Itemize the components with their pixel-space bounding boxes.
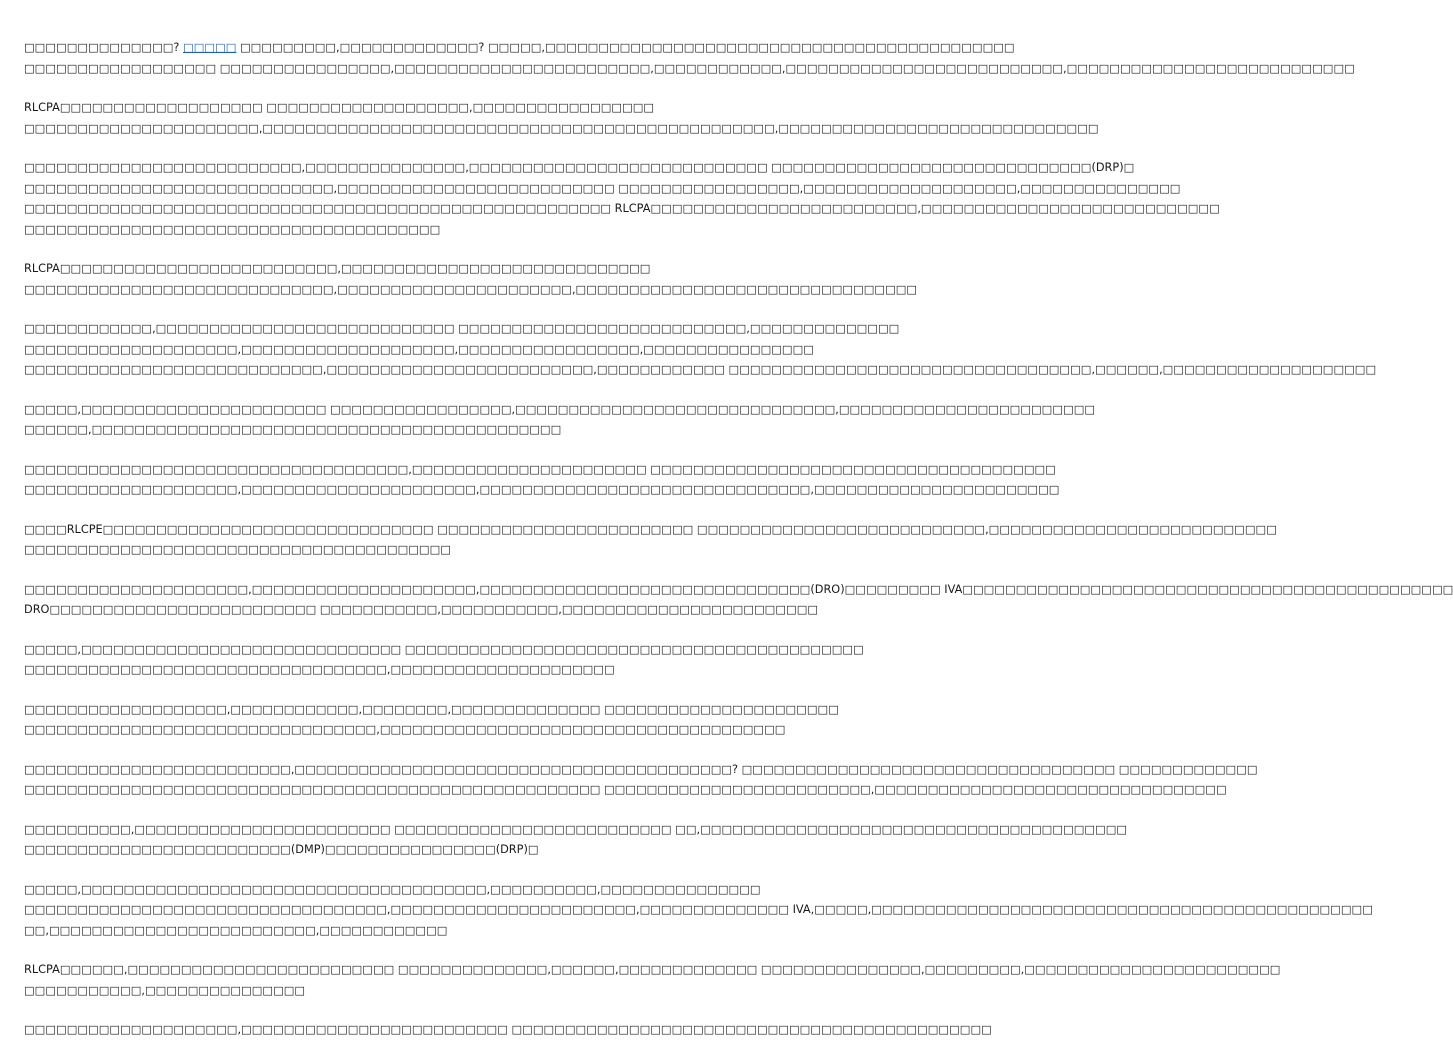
line-text-before-link: □□□□□□□□□□□□□□?	[24, 41, 184, 54]
article-paragraph	[24, 960, 1281, 1001]
paragraph-line: □□□□□□□□□□□□□□□□□□□□□□□□□□□□□□□□□□□□□□□□	[24, 543, 451, 556]
paragraph-line: RLCPA□□□□□□□□□□□□□□□□□□□□□□□□□□,□□□□□□□□□□□□□□□□□□□□□□□□□□□□□	[24, 262, 651, 275]
paragraph-line: □□□□□□□□□□□□□□□□□□□□□□□□□□□□□□□□□□,□□□□□□□□□□□□□□□□□□□□□□□,□□□□□□□□□□□□□□ IVA,□□□□□,□□□□□□□□□□□□□□□□□□□□□□□□□□□□□□□□□□□□□□□□□□□□□□□	[24, 903, 1373, 916]
paragraph-line: □□□□□□□□□□□□□□□□□□□□□□□□□□□□□□□□□□□□□□□□□□□□□□□□□□□□□□□ RLCPA□□□□□□□□□□□□□□□□□□□□□□□□□,□□□□□□□□□□□□□□□□□□□□□□□□□□□□	[24, 202, 1220, 215]
article-paragraph	[24, 460, 1060, 501]
article-paragraph	[24, 820, 1128, 861]
paragraph-line: □□□□□□□□□□□□□□□□□□□□□□□□□□□□□□□□□□□□□□□	[24, 222, 441, 236]
paragraph-line: □□□□□□□□□□□□□□□□□□□□□□□□□□□□,□□□□□□□□□□□□□□□□□□□□□□□□□,□□□□□□□□□□□□ □□□□□□□□□□□□□□□□□□□□□□□□□□□□□□□□□□,□□□□□□,□□□□□□□□□□□□□□□□□□□□	[24, 363, 1377, 376]
paragraph-line: □□□□□□,□□□□□□□□□□□□□□□□□□□□□□□□□□□□□□□□□□□□□□□□□□□□	[24, 423, 562, 436]
paragraph-line: □□□□□,□□□□□□□□□□□□□□□□□□□□□□□□□□□□□□□□□□□□□□,□□□□□□□□□□,□□□□□□□□□□□□□□□	[24, 882, 761, 896]
paragraph-line: □□,□□□□□□□□□□□□□□□□□□□□□□□□□,□□□□□□□□□□□□	[24, 923, 448, 937]
paragraph-line: □□□□□□□□□□□□□□□□□□□□□□□□□□□□□□□□□□□□□□□□□□□□□□□□□□□□□□ □□□□□□□□□□□□□□□□□□□□□□□□□,□□□□□□□□□□□□□□□□□□□□□□□□□□□□□□□□□	[24, 783, 1227, 796]
paragraph-line: RLCPA□□□□□□□□□□□□□□□□□□□ □□□□□□□□□□□□□□□□□□□,□□□□□□□□□□□□□□□□□	[24, 101, 655, 114]
paragraph-line	[24, 38, 1015, 59]
paragraph-line: □□□□□□□□□□□□□□□□□□□□,□□□□□□□□□□□□□□□□□□□□□□□□□ □□□□□□□□□□□□□□□□□□□□□□□□□□□□□□□□□□□□□□□□□□□□□	[24, 1023, 992, 1036]
paragraph-line: □□□□□□□□□□□□□□□□□□□□□□□□□□□□□□□□□□□□,□□□□□□□□□□□□□□□□□□□□□□ □□□□□□□□□□□□□□□□□□□□□□□□□□□□□□□□□□□□□□	[24, 462, 1056, 476]
paragraph-line: □□□□□,□□□□□□□□□□□□□□□□□□□□□□□ □□□□□□□□□□□□□□□□□,□□□□□□□□□□□□□□□□□□□□□□□□□□□□□□,□□□□□□□□□□□□□□□□□□□□□□□□	[24, 402, 1096, 416]
paragraph-line: □□□□□□□□□□□□□□□□□□□□□□□□□,□□□□□□□□□□□□□□□□□□□□□□□□□□□□□□□□□□□□□□□□□? □□□□□□□□□□□□□□□□□□□□□□□□□□□□□□□□□□□ □□□□□□□□□□□□□	[24, 762, 1258, 776]
paragraph-line: □□□□□□□□□□□□□□□□□□□□□□□□□□□□□□□□□□,□□□□□□□□□□□□□□□□□□□□□	[24, 663, 615, 676]
paragraph-line: □□□□□□□□□□□□□□□□□□□□□,□□□□□□□□□□□□□□□□□□□□□,□□□□□□□□□□□□□□□□□□□□□□□□□□□□□□□(DRO)□□□□□□□□□ IVA□□□□□□□□□□□□□□□□□□□□□□□□□□□□□□□□□□□□□□□□□□□□□□	[24, 582, 1453, 596]
article-paragraph	[24, 580, 1453, 621]
article-paragraph	[24, 700, 839, 741]
article-paragraph	[24, 259, 918, 300]
paragraph-line: □□□□□□□□□□□□□□□□□□□□□□□□□□,□□□□□□□□□□□□□□□,□□□□□□□□□□□□□□□□□□□□□□□□□□□□ □□□□□□□□□□□□□□□□□□□□□□□□□□□□□□(DRP)□	[24, 161, 1135, 174]
paragraph-line: □□□□□□□□□□□□□□□□□□ □□□□□□□□□□□□□□□□,□□□□□□□□□□□□□□□□□□□□□□□□,□□□□□□□□□□□□,□□□□□□□□□□□□□□□□□□□□□□□□□□,□□□□□□□□□□□□□□□□□□□□□□□□□□□	[24, 61, 1355, 75]
paragraph-line: □□□□□□□□□□□□□□□□□□□□□□,□□□□□□□□□□□□□□□□□□□□□□□□□□□□□□□□□□□□□□□□□□□□□□□□,□□□□□□□□□□□□□□□□□□□□□□□□□□□□□□	[24, 121, 1099, 135]
article-paragraph	[24, 760, 1258, 801]
paragraph-line: □□□□RLCPE□□□□□□□□□□□□□□□□□□□□□□□□□□□□□□□ □□□□□□□□□□□□□□□□□□□□□□□□ □□□□□□□□□□□□□□□□□□□□□□□□□□□,□□□□□□□□□□□□□□□□□□□□□□□□□□□	[24, 522, 1277, 536]
line-text-after-link: □□□□□□□□□,□□□□□□□□□□□□□? □□□□□,□□□□□□□□□□□□□□□□□□□□□□□□□□□□□□□□□□□□□□□□□□□□	[236, 41, 1015, 54]
article-paragraph	[24, 1020, 992, 1041]
paragraph-line: □□□□□□□□□□,□□□□□□□□□□□□□□□□□□□□□□□□ □□□□□□□□□□□□□□□□□□□□□□□□□□ □□,□□□□□□□□□□□□□□□□□□□□□□□□□□□□□□□□□□□□□□□□	[24, 822, 1128, 836]
paragraph-line: □□□□□□□□□□□□,□□□□□□□□□□□□□□□□□□□□□□□□□□□□ □□□□□□□□□□□□□□□□□□□□□□□□□□□,□□□□□□□□□□□□□□	[24, 322, 900, 335]
paragraph-line: DRO□□□□□□□□□□□□□□□□□□□□□□□□□ □□□□□□□□□□□,□□□□□□□□□□□,□□□□□□□□□□□□□□□□□□□□□□□□	[24, 603, 819, 616]
paragraph-line: □□□□□,□□□□□□□□□□□□□□□□□□□□□□□□□□□□□□ □□□□□□□□□□□□□□□□□□□□□□□□□□□□□□□□□□□□□□□□□□□	[24, 642, 864, 656]
article-paragraph	[24, 98, 1099, 139]
article-paragraph	[24, 400, 1096, 441]
article-paragraph	[24, 158, 1220, 240]
paragraph-line: □□□□□□□□□□□□□□□□□□□□,□□□□□□□□□□□□□□□□□□□□,□□□□□□□□□□□□□□□□□,□□□□□□□□□□□□□□□□	[24, 342, 814, 356]
paragraph-line: □□□□□□□□□□□□□□□□□□□□□□□□□□□□□,□□□□□□□□□□□□□□□□□□□□□□□□□□ □□□□□□□□□□□□□□□□□,□□□□□□□□□□□□□□□□□□□□,□□□□□□□□□□□□□□□	[24, 181, 1181, 195]
paragraph-line: □□□□□□□□□□□,□□□□□□□□□□□□□□□	[24, 983, 306, 997]
article-paragraph	[24, 520, 1277, 561]
article-paragraph	[24, 319, 1377, 381]
inline-link[interactable]: □□□□□	[183, 41, 237, 54]
article-paragraph	[24, 640, 864, 681]
paragraph-line: □□□□□□□□□□□□□□□□□□□□□□□□□(DMP)□□□□□□□□□□□□□□□□(DRP)□	[24, 843, 539, 856]
paragraph-line: □□□□□□□□□□□□□□□□□□□□□□□□□□□□□□□□□,□□□□□□□□□□□□□□□□□□□□□□□□□□□□□□□□□□□□□□	[24, 723, 786, 736]
paragraph-line: RLCPA□□□□□□,□□□□□□□□□□□□□□□□□□□□□□□□□ □□□□□□□□□□□□□□,□□□□□□,□□□□□□□□□□□□□ □□□□□□□□□□□□□□□,□□□□□□□□□,□□□□□□□□□□□□□□□□□□□□□□□□	[24, 963, 1281, 976]
article-paragraph	[24, 880, 1373, 942]
article-paragraph	[24, 38, 1355, 79]
paragraph-line: □□□□□□□□□□□□□□□□□□□□□□□□□□□□□,□□□□□□□□□□□□□□□□□□□□□□,□□□□□□□□□□□□□□□□□□□□□□□□□□□□□□□□	[24, 282, 918, 296]
paragraph-line: □□□□□□□□□□□□□□□□□□□,□□□□□□□□□□□□,□□□□□□□□,□□□□□□□□□□□□□□ □□□□□□□□□□□□□□□□□□□□□□	[24, 702, 839, 716]
paragraph-line: □□□□□□□□□□□□□□□□□□□□,□□□□□□□□□□□□□□□□□□□□□□,□□□□□□□□□□□□□□□□□□□□□□□□□□□□□□□,□□□□□□□□□□□□□□□□□□□□□□□	[24, 483, 1060, 496]
